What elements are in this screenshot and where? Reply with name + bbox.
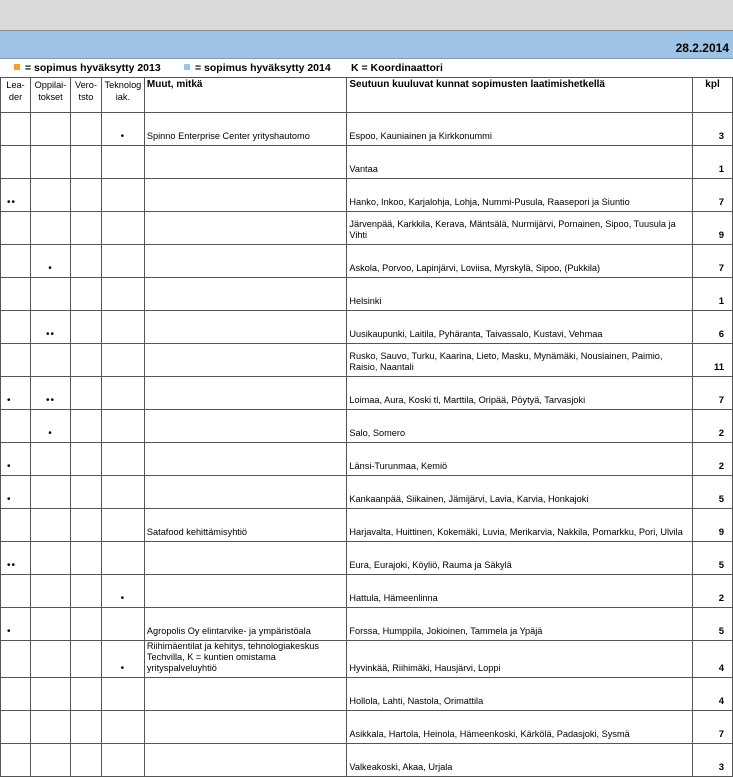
date-bar: [0, 31, 733, 59]
kunnat-cell: Harjavalta, Huittinen, Kokemäki, Luvia, Merikarvia, Nakkila, Pomarkku, Pori, Ulvila: [347, 509, 693, 542]
table-row: [1, 711, 733, 744]
document-date: 28.2.2014: [675, 41, 729, 55]
leader-cell: [1, 678, 31, 711]
kpl-cell: 7: [693, 245, 733, 278]
verotsto-cell: [70, 146, 101, 179]
teknologiak-cell: •: [101, 641, 144, 678]
muut-cell: [144, 443, 346, 476]
verotsto-cell: [70, 744, 101, 777]
kpl-cell: 2: [693, 410, 733, 443]
oppilaitokset-cell: [30, 344, 70, 377]
kunnat-cell: Rusko, Sauvo, Turku, Kaarina, Lieto, Masku, Mynämäki, Nousiainen, Paimio, Raisio, Naantali: [347, 344, 693, 377]
kunnat-cell: Helsinki: [347, 278, 693, 311]
kpl-cell: 1: [693, 278, 733, 311]
legend-item-coordinator: [351, 62, 443, 74]
leader-cell: •: [1, 476, 31, 509]
kpl-cell: 1: [693, 146, 733, 179]
leader-cell: [1, 311, 31, 344]
verotsto-cell: [70, 377, 101, 410]
leader-cell: [1, 113, 31, 146]
teknologiak-cell: [101, 245, 144, 278]
col-header-kpl: kpl: [693, 78, 733, 113]
kunnat-cell: Hanko, Inkoo, Karjalohja, Lohja, Nummi-Pusula, Raasepori ja Siuntio: [347, 179, 693, 212]
leader-cell: [1, 509, 31, 542]
kunnat-cell: Salo, Somero: [347, 410, 693, 443]
leader-cell: ••: [1, 179, 31, 212]
legend-item-2013: [14, 62, 161, 74]
leader-cell: [1, 711, 31, 744]
col-header-verotsto: Vero- tsto: [70, 78, 101, 113]
title-bar: [0, 0, 733, 31]
verotsto-cell: [70, 542, 101, 575]
kunnat-cell: Vantaa: [347, 146, 693, 179]
verotsto-cell: [70, 179, 101, 212]
legend-item-2014: [184, 62, 331, 74]
kunnat-cell: Hattula, Hämeenlinna: [347, 575, 693, 608]
kpl-cell: 4: [693, 641, 733, 678]
muut-cell: Agropolis Oy elintarvike- ja ympäristöala: [144, 608, 346, 641]
muut-cell: [144, 278, 346, 311]
table-row: [1, 146, 733, 179]
muut-cell: Riihimäentilat ja kehitys, tehnologiakeskus Techvilla, K = kuntien omistama yrityspalveluyhtiö: [144, 641, 346, 678]
muut-cell: [144, 410, 346, 443]
oppilaitokset-cell: [30, 542, 70, 575]
kpl-cell: 5: [693, 476, 733, 509]
agreements-table: [0, 77, 733, 777]
oppilaitokset-cell: [30, 575, 70, 608]
verotsto-cell: [70, 575, 101, 608]
kpl-cell: 7: [693, 711, 733, 744]
leader-cell: [1, 641, 31, 678]
teknologiak-cell: [101, 311, 144, 344]
verotsto-cell: [70, 509, 101, 542]
leader-cell: [1, 212, 31, 245]
leader-cell: ••: [1, 542, 31, 575]
blue-square-icon: [184, 64, 190, 70]
kunnat-cell: Järvenpää, Karkkila, Kerava, Mäntsälä, Nurmijärvi, Pornainen, Sipoo, Tuusula ja Vihti: [347, 212, 693, 245]
verotsto-cell: [70, 608, 101, 641]
oppilaitokset-cell: [30, 608, 70, 641]
muut-cell: Satafood kehittämisyhtiö: [144, 509, 346, 542]
legend-label-coordinator: K = Koordinaattori: [351, 62, 443, 74]
col-header-oppilaitokset: Oppilai- tokset: [30, 78, 70, 113]
table-row: [1, 377, 733, 410]
oppilaitokset-cell: [30, 476, 70, 509]
kunnat-cell: Espoo, Kauniainen ja Kirkkonummi: [347, 113, 693, 146]
verotsto-cell: [70, 410, 101, 443]
table-row: [1, 212, 733, 245]
oppilaitokset-cell: [30, 179, 70, 212]
table-row: [1, 678, 733, 711]
verotsto-cell: [70, 443, 101, 476]
teknologiak-cell: [101, 179, 144, 212]
muut-cell: [144, 575, 346, 608]
table-row: [1, 509, 733, 542]
teknologiak-cell: [101, 542, 144, 575]
muut-cell: [144, 245, 346, 278]
muut-cell: [144, 146, 346, 179]
table-row: [1, 311, 733, 344]
kpl-cell: 6: [693, 311, 733, 344]
table-row: [1, 641, 733, 678]
verotsto-cell: [70, 212, 101, 245]
kpl-cell: 9: [693, 509, 733, 542]
teknologiak-cell: [101, 278, 144, 311]
table-row: [1, 476, 733, 509]
kunnat-cell: Valkeakoski, Akaa, Urjala: [347, 744, 693, 777]
oppilaitokset-cell: ••: [30, 377, 70, 410]
muut-cell: [144, 311, 346, 344]
teknologiak-cell: •: [101, 113, 144, 146]
leader-cell: [1, 245, 31, 278]
teknologiak-cell: •: [101, 575, 144, 608]
col-header-muut: Muut, mitkä: [144, 78, 346, 113]
teknologiak-cell: [101, 410, 144, 443]
leader-cell: [1, 146, 31, 179]
teknologiak-cell: [101, 711, 144, 744]
oppilaitokset-cell: [30, 443, 70, 476]
muut-cell: [144, 179, 346, 212]
teknologiak-cell: [101, 377, 144, 410]
kunnat-cell: Kankaanpää, Siikainen, Jämijärvi, Lavia, Karvia, Honkajoki: [347, 476, 693, 509]
kpl-cell: 7: [693, 179, 733, 212]
oppilaitokset-cell: [30, 678, 70, 711]
table-row: [1, 575, 733, 608]
kpl-cell: 5: [693, 608, 733, 641]
leader-cell: •: [1, 443, 31, 476]
kpl-cell: 4: [693, 678, 733, 711]
leader-cell: [1, 744, 31, 777]
kunnat-cell: Uusikaupunki, Laitila, Pyhäranta, Taivassalo, Kustavi, Vehmaa: [347, 311, 693, 344]
teknologiak-cell: [101, 608, 144, 641]
teknologiak-cell: [101, 476, 144, 509]
table-row: [1, 608, 733, 641]
orange-square-icon: [14, 64, 20, 70]
col-header-teknologiak: Teknolog iak.: [101, 78, 144, 113]
teknologiak-cell: [101, 443, 144, 476]
oppilaitokset-cell: •: [30, 245, 70, 278]
legend-label-2013: = sopimus hyväksytty 2013: [25, 62, 161, 74]
table-row: [1, 744, 733, 777]
kunnat-cell: Askola, Porvoo, Lapinjärvi, Loviisa, Myrskylä, Sipoo, (Pukkila): [347, 245, 693, 278]
kunnat-cell: Asikkala, Hartola, Heinola, Hämeenkoski, Kärkölä, Padasjoki, Sysmä: [347, 711, 693, 744]
oppilaitokset-cell: [30, 509, 70, 542]
table-row: [1, 179, 733, 212]
leader-cell: [1, 278, 31, 311]
leader-cell: •: [1, 377, 31, 410]
muut-cell: [144, 711, 346, 744]
legend: [0, 59, 733, 77]
verotsto-cell: [70, 278, 101, 311]
oppilaitokset-cell: [30, 113, 70, 146]
muut-cell: [144, 212, 346, 245]
legend-label-2014: = sopimus hyväksytty 2014: [195, 62, 331, 74]
verotsto-cell: [70, 311, 101, 344]
teknologiak-cell: [101, 212, 144, 245]
muut-cell: [144, 476, 346, 509]
oppilaitokset-cell: [30, 744, 70, 777]
teknologiak-cell: [101, 344, 144, 377]
muut-cell: [144, 344, 346, 377]
col-header-leader: Lea- der: [1, 78, 31, 113]
leader-cell: [1, 344, 31, 377]
leader-cell: [1, 410, 31, 443]
table-row: [1, 542, 733, 575]
muut-cell: [144, 542, 346, 575]
table-row: [1, 245, 733, 278]
kpl-cell: 9: [693, 212, 733, 245]
oppilaitokset-cell: [30, 212, 70, 245]
table-header-row: [1, 78, 733, 113]
kunnat-cell: Länsi-Turunmaa, Kemiö: [347, 443, 693, 476]
muut-cell: [144, 377, 346, 410]
kpl-cell: 11: [693, 344, 733, 377]
verotsto-cell: [70, 641, 101, 678]
leader-cell: [1, 575, 31, 608]
verotsto-cell: [70, 113, 101, 146]
muut-cell: [144, 744, 346, 777]
verotsto-cell: [70, 245, 101, 278]
teknologiak-cell: [101, 146, 144, 179]
oppilaitokset-cell: ••: [30, 311, 70, 344]
oppilaitokset-cell: [30, 711, 70, 744]
kunnat-cell: Hyvinkää, Riihimäki, Hausjärvi, Loppi: [347, 641, 693, 678]
teknologiak-cell: [101, 744, 144, 777]
table-row: [1, 344, 733, 377]
oppilaitokset-cell: [30, 641, 70, 678]
verotsto-cell: [70, 344, 101, 377]
leader-cell: •: [1, 608, 31, 641]
verotsto-cell: [70, 711, 101, 744]
teknologiak-cell: [101, 678, 144, 711]
oppilaitokset-cell: [30, 278, 70, 311]
kpl-cell: 7: [693, 377, 733, 410]
oppilaitokset-cell: •: [30, 410, 70, 443]
table-row: [1, 443, 733, 476]
kpl-cell: 2: [693, 575, 733, 608]
kpl-cell: 5: [693, 542, 733, 575]
kunnat-cell: Hollola, Lahti, Nastola, Orimattila: [347, 678, 693, 711]
muut-cell: Spinno Enterprise Center yrityshautomo: [144, 113, 346, 146]
verotsto-cell: [70, 476, 101, 509]
kpl-cell: 2: [693, 443, 733, 476]
muut-cell: [144, 678, 346, 711]
table-row: [1, 113, 733, 146]
kpl-cell: 3: [693, 113, 733, 146]
verotsto-cell: [70, 678, 101, 711]
kunnat-cell: Eura, Eurajoki, Köyliö, Rauma ja Säkylä: [347, 542, 693, 575]
table-row: [1, 410, 733, 443]
table-row: [1, 278, 733, 311]
kpl-cell: 3: [693, 744, 733, 777]
kunnat-cell: Forssa, Humppila, Jokioinen, Tammela ja Ypäjä: [347, 608, 693, 641]
teknologiak-cell: [101, 509, 144, 542]
kunnat-cell: Loimaa, Aura, Koski tl, Marttila, Oripää, Pöytyä, Tarvasjoki: [347, 377, 693, 410]
oppilaitokset-cell: [30, 146, 70, 179]
col-header-seutu: Seutuun kuuluvat kunnat sopimusten laatimishetkellä: [347, 78, 693, 113]
